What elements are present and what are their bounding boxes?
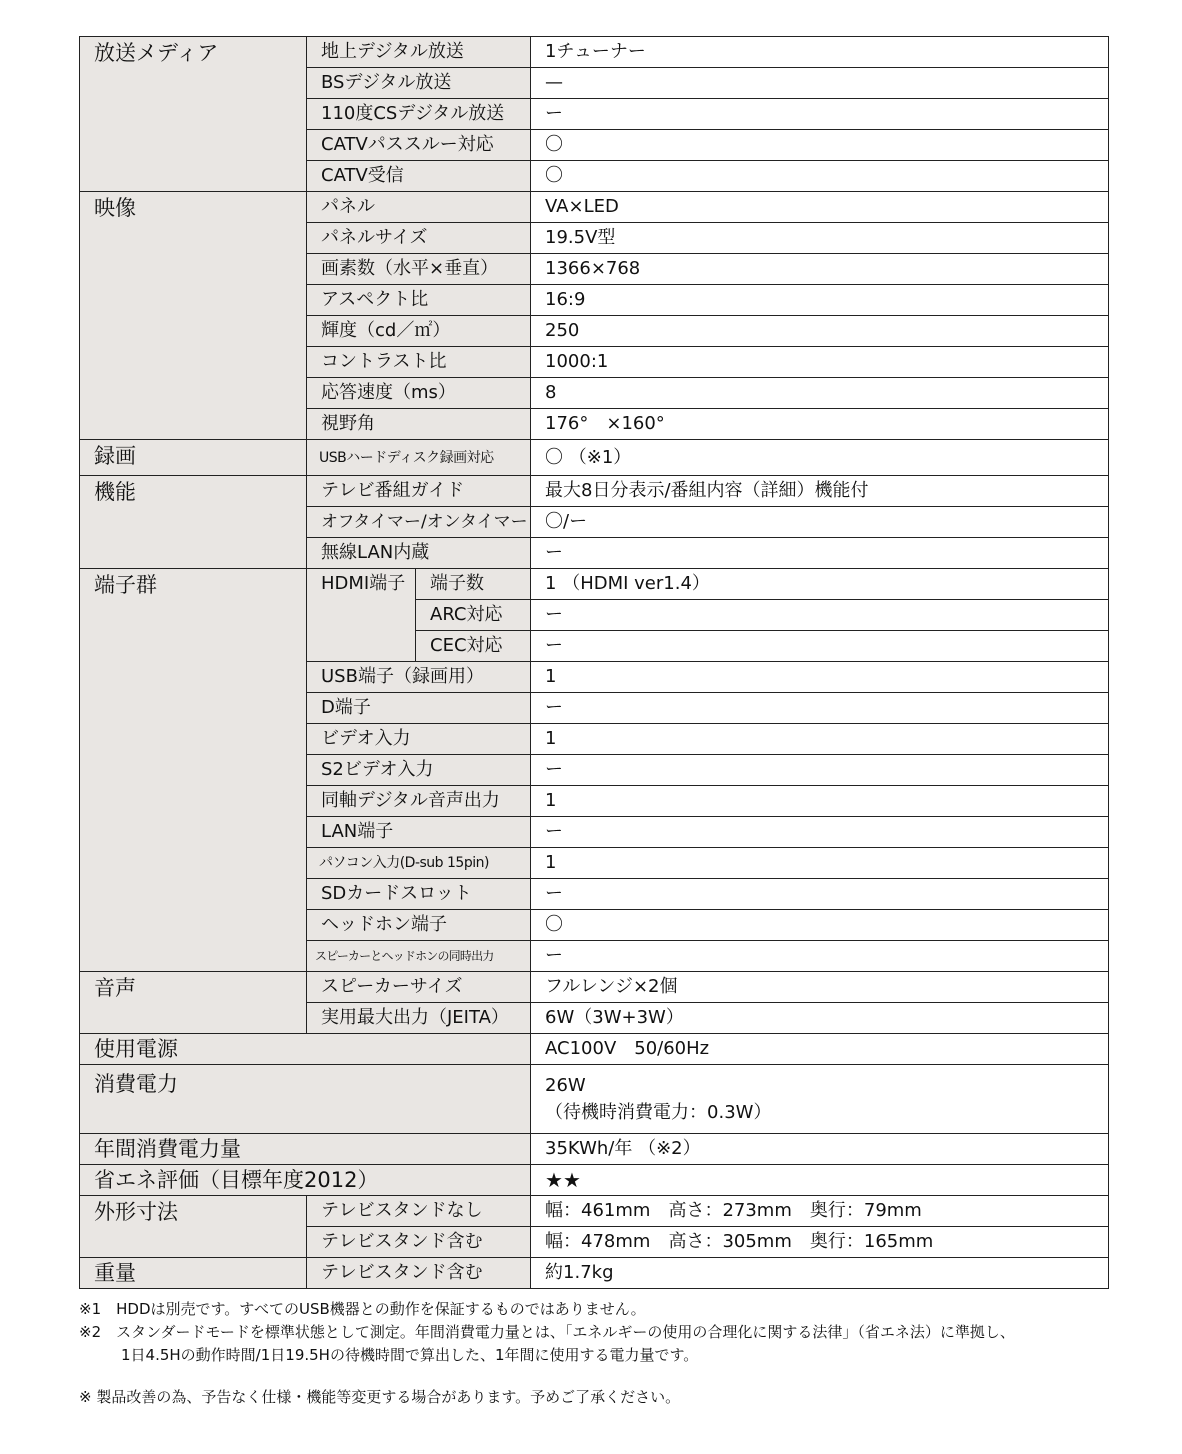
- spec-value: 35KWh/年 （※2）: [531, 1134, 1109, 1165]
- power-consumption-value: 26W: [545, 1075, 586, 1096]
- spec-label: 同軸デジタル音声出力: [307, 786, 531, 817]
- hdmi-terminal-label: HDMI端子: [307, 569, 416, 662]
- spec-label: パネルサイズ: [307, 223, 531, 254]
- spec-label: 実用最大出力（JEITA）: [307, 1003, 531, 1034]
- spec-value: 〇 （※1）: [531, 440, 1109, 476]
- spec-label: USB端子（録画用）: [307, 662, 531, 693]
- spec-label: テレビスタンド含む: [307, 1258, 531, 1289]
- spec-table: [79, 36, 1109, 1289]
- spec-value: —: [531, 68, 1109, 99]
- spec-label: スピーカーサイズ: [307, 972, 531, 1003]
- spec-value: 1: [531, 786, 1109, 817]
- spec-label: 無線LAN内蔵: [307, 538, 531, 569]
- spec-label: S2ビデオ入力: [307, 755, 531, 786]
- spec-value: ー: [531, 755, 1109, 786]
- category-recording: 録画: [80, 440, 307, 476]
- spec-value: 幅：478mm 高さ：305mm 奥行：165mm: [531, 1227, 1109, 1258]
- spec-label: 輝度（cd／㎡）: [307, 316, 531, 347]
- footnote-1: ※1 HDDは別売です。すべてのUSB機器との動作を保証するものではありません。: [79, 1300, 646, 1318]
- spec-value: ー: [531, 631, 1109, 662]
- spec-value: 19.5V型: [531, 223, 1109, 254]
- spec-label: 視野角: [307, 409, 531, 440]
- spec-label: パネル: [307, 192, 531, 223]
- spec-value: ー: [531, 879, 1109, 910]
- category-broadcast: 放送メディア: [80, 37, 307, 192]
- spec-value: ー: [531, 693, 1109, 724]
- spec-label: 画素数（水平×垂直）: [307, 254, 531, 285]
- spec-value: 〇: [531, 910, 1109, 941]
- spec-value: 最大8日分表示/番組内容（詳細）機能付: [531, 476, 1109, 507]
- category-audio: 音声: [80, 972, 307, 1034]
- spec-value: 約1.7kg: [531, 1258, 1109, 1289]
- spec-label: CATVパススルー対応: [307, 130, 531, 161]
- spec-value: 8: [531, 378, 1109, 409]
- spec-value: 幅：461mm 高さ：273mm 奥行：79mm: [531, 1196, 1109, 1227]
- spec-label: LAN端子: [307, 817, 531, 848]
- spec-label: コントラスト比: [307, 347, 531, 378]
- spec-label: スピーカーとヘッドホンの同時出力: [307, 941, 531, 972]
- category-terminals: 端子群: [80, 569, 307, 972]
- table-row: [80, 1065, 1109, 1134]
- spec-value: 1 （HDMI ver1.4）: [531, 569, 1109, 600]
- disclaimer: ※ 製品改善の為、予告なく仕様・機能等変更する場合があります。予めご了承ください。: [79, 1388, 681, 1406]
- category-dimensions: 外形寸法: [80, 1196, 307, 1258]
- table-row: [80, 1196, 1109, 1227]
- category-function: 機能: [80, 476, 307, 569]
- spec-label: 端子数: [416, 569, 531, 600]
- spec-label: CATV受信: [307, 161, 531, 192]
- spec-value: ー: [531, 600, 1109, 631]
- spec-value: 176° ×160°: [531, 409, 1109, 440]
- spec-value: 6W（3W+3W）: [531, 1003, 1109, 1034]
- spec-value: ー: [531, 538, 1109, 569]
- category-annual-power: 年間消費電力量: [80, 1134, 531, 1165]
- spec-label: USBハードディスク録画対応: [307, 440, 531, 476]
- table-row: [80, 476, 1109, 507]
- spec-value: 1: [531, 848, 1109, 879]
- table-row: [80, 972, 1109, 1003]
- category-power-source: 使用電源: [80, 1034, 531, 1065]
- spec-value: 1366×768: [531, 254, 1109, 285]
- spec-label: オフタイマー/オンタイマー: [307, 507, 531, 538]
- spec-label: SDカードスロット: [307, 879, 531, 910]
- spec-label: 110度CSデジタル放送: [307, 99, 531, 130]
- footnote-2: ※2 スタンダードモードを標準状態として測定。年間消費電力量とは、「エネルギーの使用の合理化に関する法律」（省エネ法）に準拠し、: [79, 1323, 1015, 1341]
- spec-value: ー: [531, 99, 1109, 130]
- spec-value: [531, 1065, 1109, 1134]
- spec-value: AC100V 50/60Hz: [531, 1034, 1109, 1065]
- spec-label: D端子: [307, 693, 531, 724]
- category-video: 映像: [80, 192, 307, 440]
- spec-value: ー: [531, 817, 1109, 848]
- category-power-consumption: 消費電力: [80, 1065, 531, 1134]
- spec-label: テレビスタンドなし: [307, 1196, 531, 1227]
- spec-value: 〇/ー: [531, 507, 1109, 538]
- spec-label: パソコン入力(D-sub 15pin): [307, 848, 531, 879]
- table-row: [80, 1165, 1109, 1196]
- spec-label: ヘッドホン端子: [307, 910, 531, 941]
- spec-value: 250: [531, 316, 1109, 347]
- spec-value: 〇: [531, 130, 1109, 161]
- spec-label: 応答速度（ms）: [307, 378, 531, 409]
- footnotes: [79, 1298, 1139, 1409]
- spec-value: 1000:1: [531, 347, 1109, 378]
- footnote-2-continued: 1日4.5Hの動作時間/1日19.5Hの待機時間で算出した、1年間に使用する電力量です。: [121, 1346, 699, 1364]
- spec-label: 地上デジタル放送: [307, 37, 531, 68]
- energy-rating-stars: ★★: [531, 1165, 1109, 1196]
- spec-label: ビデオ入力: [307, 724, 531, 755]
- table-row: [80, 440, 1109, 476]
- spec-value: ー: [531, 941, 1109, 972]
- table-row: [80, 569, 1109, 600]
- standby-power-value: （待機時消費電力：0.3W）: [545, 1102, 772, 1123]
- spec-label: テレビスタンド含む: [307, 1227, 531, 1258]
- spec-label: テレビ番組ガイド: [307, 476, 531, 507]
- table-row: [80, 1258, 1109, 1289]
- category-weight: 重量: [80, 1258, 307, 1289]
- category-energy-rating: 省エネ評価（目標年度2012）: [80, 1165, 531, 1196]
- spec-value: VA×LED: [531, 192, 1109, 223]
- table-row: [80, 37, 1109, 68]
- spec-label: CEC対応: [416, 631, 531, 662]
- spec-value: 1: [531, 662, 1109, 693]
- spec-label: アスペクト比: [307, 285, 531, 316]
- spec-value: 1チューナー: [531, 37, 1109, 68]
- table-row: [80, 192, 1109, 223]
- spec-label: ARC対応: [416, 600, 531, 631]
- spec-value: 〇: [531, 161, 1109, 192]
- table-row: [80, 1034, 1109, 1065]
- spec-value: フルレンジ×2個: [531, 972, 1109, 1003]
- spec-label: BSデジタル放送: [307, 68, 531, 99]
- table-row: [80, 1134, 1109, 1165]
- spec-value: 1: [531, 724, 1109, 755]
- spec-value: 16:9: [531, 285, 1109, 316]
